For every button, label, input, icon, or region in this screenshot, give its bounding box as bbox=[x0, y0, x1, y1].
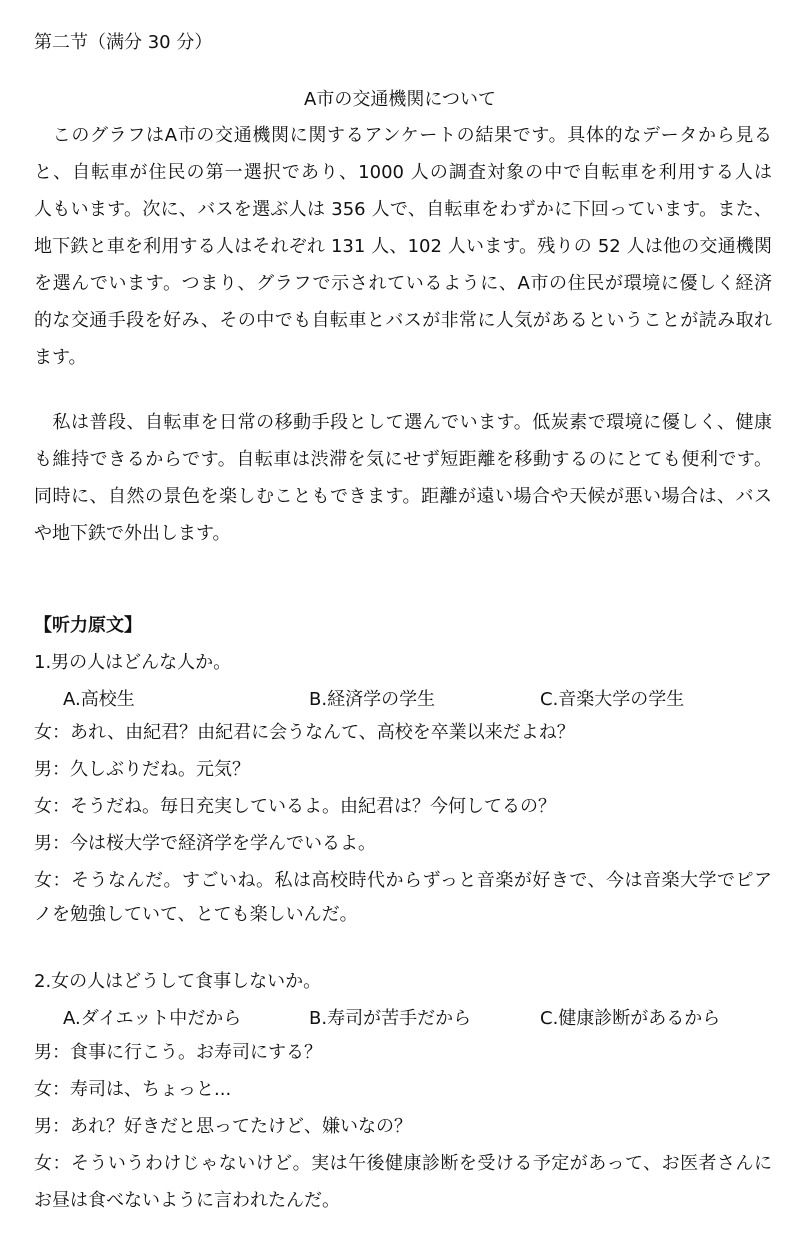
q1-dialogue-line: 女：あれ、由紀君？由紀君に会うなんて、高校を卒業以来だよね？ bbox=[34, 722, 575, 743]
essay-p1-line: と、自転車が住民の第一選択であり、1000 人の調査対象の中で自転車を利用する人は bbox=[34, 162, 772, 183]
essay-p1-line: を選んでいます。つまり、グラフで示されているように、A市の住民が環境に優しく経済 bbox=[34, 273, 772, 294]
q1-option-a: A.高校生 bbox=[63, 689, 135, 710]
q1-option-b: B.経済学の学生 bbox=[309, 689, 436, 710]
essay-p1-line: このグラフはA市の交通機関に関するアンケートの結果です。具体的なデータから見る bbox=[34, 125, 772, 146]
q1-question: 1.男の人はどんな人か。 bbox=[34, 652, 232, 673]
q2-dialogue-line: 女：そういうわけじゃないけど。実は午後健康診断を受ける予定があって、お医者さんに bbox=[34, 1153, 772, 1174]
q2-option-b: B.寿司が苦手だから bbox=[309, 1008, 472, 1029]
essay-p2-line: や地下鉄で外出します。 bbox=[34, 523, 231, 544]
essay-p2-line: 同時に、自然の景色を楽しむこともできます。距離が遠い場合や天候が悪い場合は、バス bbox=[34, 486, 772, 507]
essay-p1-line: 地下鉄と車を利用する人はそれぞれ 131 人、102 人います。残りの 52 人は他の交通機関 bbox=[34, 236, 772, 257]
q2-option-a: A.ダイエット中だから bbox=[63, 1008, 242, 1029]
q1-option-c: C.音楽大学の学生 bbox=[540, 689, 685, 710]
q2-dialogue-line: お昼は食べないように言われたんだ。 bbox=[34, 1190, 340, 1211]
essay-p1-line: ます。 bbox=[34, 347, 87, 368]
q2-option-c: C.健康診断があるから bbox=[540, 1008, 721, 1029]
q1-dialogue-line: 男：久しぶりだね。元気？ bbox=[34, 759, 250, 780]
essay-p1-line: 人もいます。次に、バスを選ぶ人は 356 人で、自転車をわずかに下回っています。また、 bbox=[34, 199, 772, 220]
section-heading: 第二节（满分 30 分） bbox=[34, 32, 213, 53]
listening-heading: 【听力原文】 bbox=[34, 615, 142, 636]
q2-dialogue-line: 女：寿司は、ちょっと... bbox=[34, 1079, 232, 1100]
q1-dialogue-line: 女：そうなんだ。すごいね。私は高校時代からずっと音楽が好きで、今は音楽大学でピア bbox=[34, 870, 772, 891]
essay-p2-line: も維持できるからです。自転車は渋滞を気にせず短距離を移動するのにとても便利です。 bbox=[34, 449, 772, 470]
essay-title: A市の交通機関について bbox=[304, 89, 496, 110]
q1-dialogue-line: ノを勉強していて、とても楽しいんだ。 bbox=[34, 904, 358, 925]
q2-question: 2.女の人はどうして食事しないか。 bbox=[34, 971, 322, 992]
essay-p1-line: 的な交通手段を好み、その中でも自転車とバスが非常に人気があるということが読み取れ bbox=[34, 310, 772, 331]
q1-dialogue-line: 男：今は桜大学で経済学を学んでいるよ。 bbox=[34, 833, 376, 854]
q2-dialogue-line: 男：食事に行こう。お寿司にする？ bbox=[34, 1042, 322, 1063]
q1-dialogue-line: 女：そうだね。毎日充実しているよ。由紀君は？今何してるの？ bbox=[34, 796, 556, 817]
q2-dialogue-line: 男：あれ？好きだと思ってたけど、嫌いなの？ bbox=[34, 1116, 412, 1137]
essay-p2-line: 私は普段、自転車を日常の移動手段として選んでいます。低炭素で環境に優しく、健康 bbox=[34, 412, 772, 433]
